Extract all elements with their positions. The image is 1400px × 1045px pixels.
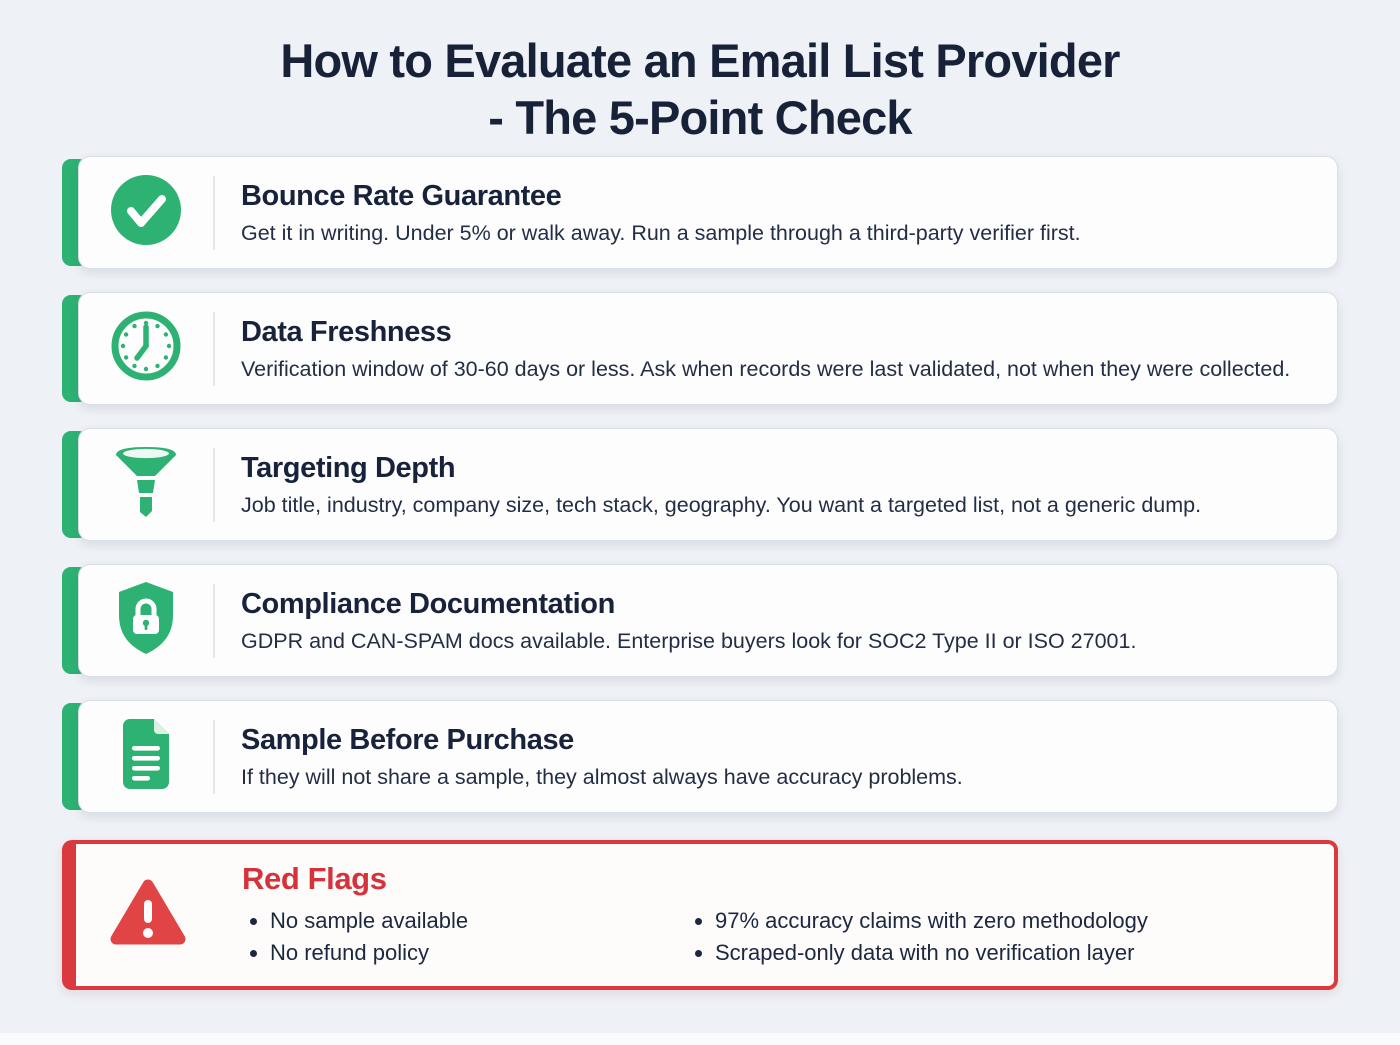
card-title: Sample Before Purchase [241, 723, 574, 756]
red-flag-item: • Scraped-only data with no verification layer [715, 937, 1148, 969]
warning-triangle-icon [107, 876, 189, 955]
red-flags-column-right [687, 905, 1148, 969]
card-description: GDPR and CAN-SPAM docs available. Enterprise buyers look for SOC2 Type II or ISO 27001. [241, 628, 1137, 653]
document-icon [117, 718, 175, 795]
card-description: Job title, industry, company size, tech stack, geography. You want a targeted list, not a generic dump. [241, 492, 1202, 517]
red-flag-item: • 97% accuracy claims with zero methodology [715, 905, 1148, 937]
shield-lock-icon [113, 580, 179, 661]
checklist-cards [62, 156, 1338, 813]
card-title: Compliance Documentation [241, 587, 615, 620]
card-targeting-depth [62, 428, 1338, 541]
card-red-flags [62, 840, 1338, 990]
page-title-line2: - The 5-Point Check [488, 91, 912, 144]
card-sample-before-purchase [62, 700, 1338, 813]
funnel-icon [113, 445, 179, 524]
red-flags-column-left [242, 905, 687, 969]
page-title-line1: How to Evaluate an Email List Provider [280, 34, 1120, 87]
card-data-freshness [62, 292, 1338, 405]
card-compliance-documentation [62, 564, 1338, 677]
card-title: Targeting Depth [241, 451, 456, 484]
card-description: Get it in writing. Under 5% or walk away. Run a sample through a third-party verifier first. [241, 220, 1081, 245]
red-flags-title: Red Flags [242, 861, 387, 897]
page-title [0, 0, 1400, 146]
card-title: Data Freshness [241, 315, 452, 348]
card-description: If they will not share a sample, they almost always have accuracy problems. [241, 764, 963, 789]
card-title: Bounce Rate Guarantee [241, 179, 562, 212]
card-description: Verification window of 30-60 days or less. Ask when records were last validated, not when they were collected. [241, 356, 1291, 381]
red-flag-item: • No refund policy [270, 937, 687, 969]
check-circle-icon [109, 173, 183, 252]
footer-strip [0, 1033, 1400, 1045]
card-bounce-rate-guarantee [62, 156, 1338, 269]
clock-icon [108, 308, 184, 389]
red-flag-item: • No sample available [270, 905, 687, 937]
